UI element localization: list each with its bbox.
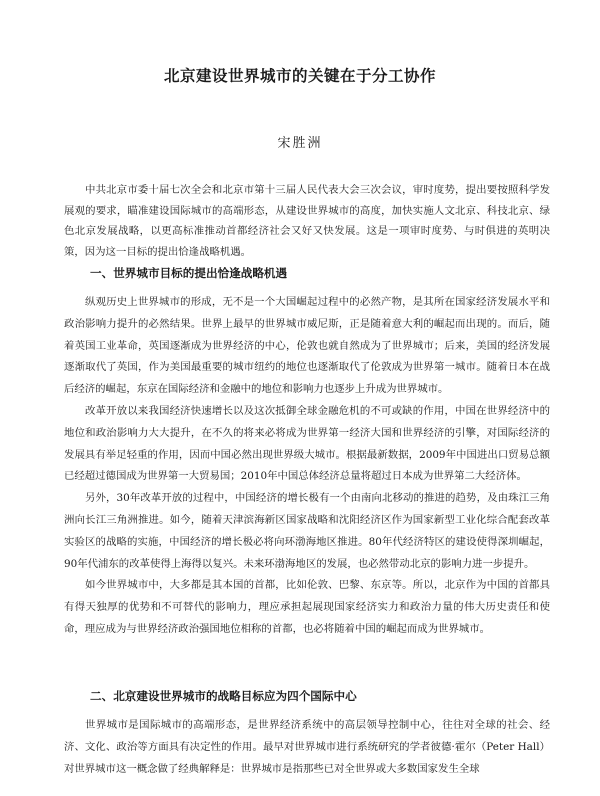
section-1-body <box>64 292 550 641</box>
author-name: 宋胜洲 <box>277 136 323 151</box>
section-1-paragraph-4: 如今世界城市中，大多都是其本国的首都，比如伦敦、巴黎、东京等。所以，北京作为中国的首都具有得天独厚的优势和不可替代的影响力，理应承担起展现国家经济实力和政治力量的伟大历史责任和使命，理应成为与世界经济政治强国地位相称的首都，也必将随着中国的崛起而成为世界城市。 <box>64 579 550 635</box>
abstract-paragraph: 中共北京市委十届七次全会和北京市第十三届人民代表大会三次会议，审时度势，提出要按照科学发展观的要求，瞄准建设国际城市的高端形态，从建设世界城市的高度，加快实施人文北京、科技北京、绿色北京发展战略，以更高标准推动首都经济社会又好又快发展。这是一项审时度势、与时俱进的英明决策，因为这一目标的提出恰逢战略机遇。 <box>64 184 550 258</box>
section-2-heading: 二、北京建设世界城市的战略目标应为四个国际中心 <box>90 689 357 703</box>
section-1-paragraph-3: 另外，30年改革开放的过程中，中国经济的增长极有一个由南向北移动的推进的趋势，及由珠江三角洲向长江三角洲推进。如今，随着天津滨海新区国家战略和沈阳经济区作为国家新型工业化综合配套改革实验区的战略的实施，中国经济的增长极必将向环渤海地区推进。80年代经济特区的建设使得深圳崛起，90年代浦东的改革使得上海得以复兴。未来环渤海地区的发展，也必然带动北京的影响力进一步提升。 <box>64 492 550 570</box>
section-1-paragraph-2: 改革开放以来我国经济快速增长以及这次抵御全球金融危机的不可或缺的作用，中国在世界经济中的地位和政治影响力大大提升，在不久的将来必将成为世界第一经济大国和世界经济的引擎，对国际经济的发展具有举足轻重的作用，因而中国必然出现世界级大城市。根据最新数据，2009年中国进出口贸易总额已经超过德国成为世界第一大贸易国；2010年中国总体经济总量将超过日本成为世界第二大经济体。 <box>64 404 550 483</box>
article-title: 北京建设世界城市的关键在于分工协作 <box>163 67 436 85</box>
section-1-paragraph-1: 纵观历史上世界城市的形成，无不是一个大国崛起过程中的必然产物，是其所在国家经济发展水平和政治影响力提升的必然结果。世界上最早的世界城市威尼斯，正是随着意大利的崛起而出现的。而后，随着英国工业革命，英国逐渐成为世界经济的中心，伦敦也就自然成为了世界城市；后来，美国的经济发展逐渐取代了英国，作为美国最重要的城市纽约的地位也逐渐取代了伦敦成为世界第一城市。随着日本在战后经济的崛起，东京在国际经济和金融中的地位和影响力也逐步上升成为世界城市。 <box>64 296 550 396</box>
section-2-paragraph-1: 世界城市是国际城市的高端形态，是世界经济系统中的高层领导控制中心，往往对全球的社会、经济、文化、政治等方面具有决定性的作用。最早对世界城市进行系统研究的学者彼德·霍尔（Peter Hall）对世界城市这一概念做了经典解释是：世界城市是指那些已对全世界或大多数国家发生全球 <box>64 719 550 775</box>
section-2-body <box>64 715 550 780</box>
section-1-heading: 一、世界城市目标的提出恰逢战略机遇 <box>90 266 288 280</box>
